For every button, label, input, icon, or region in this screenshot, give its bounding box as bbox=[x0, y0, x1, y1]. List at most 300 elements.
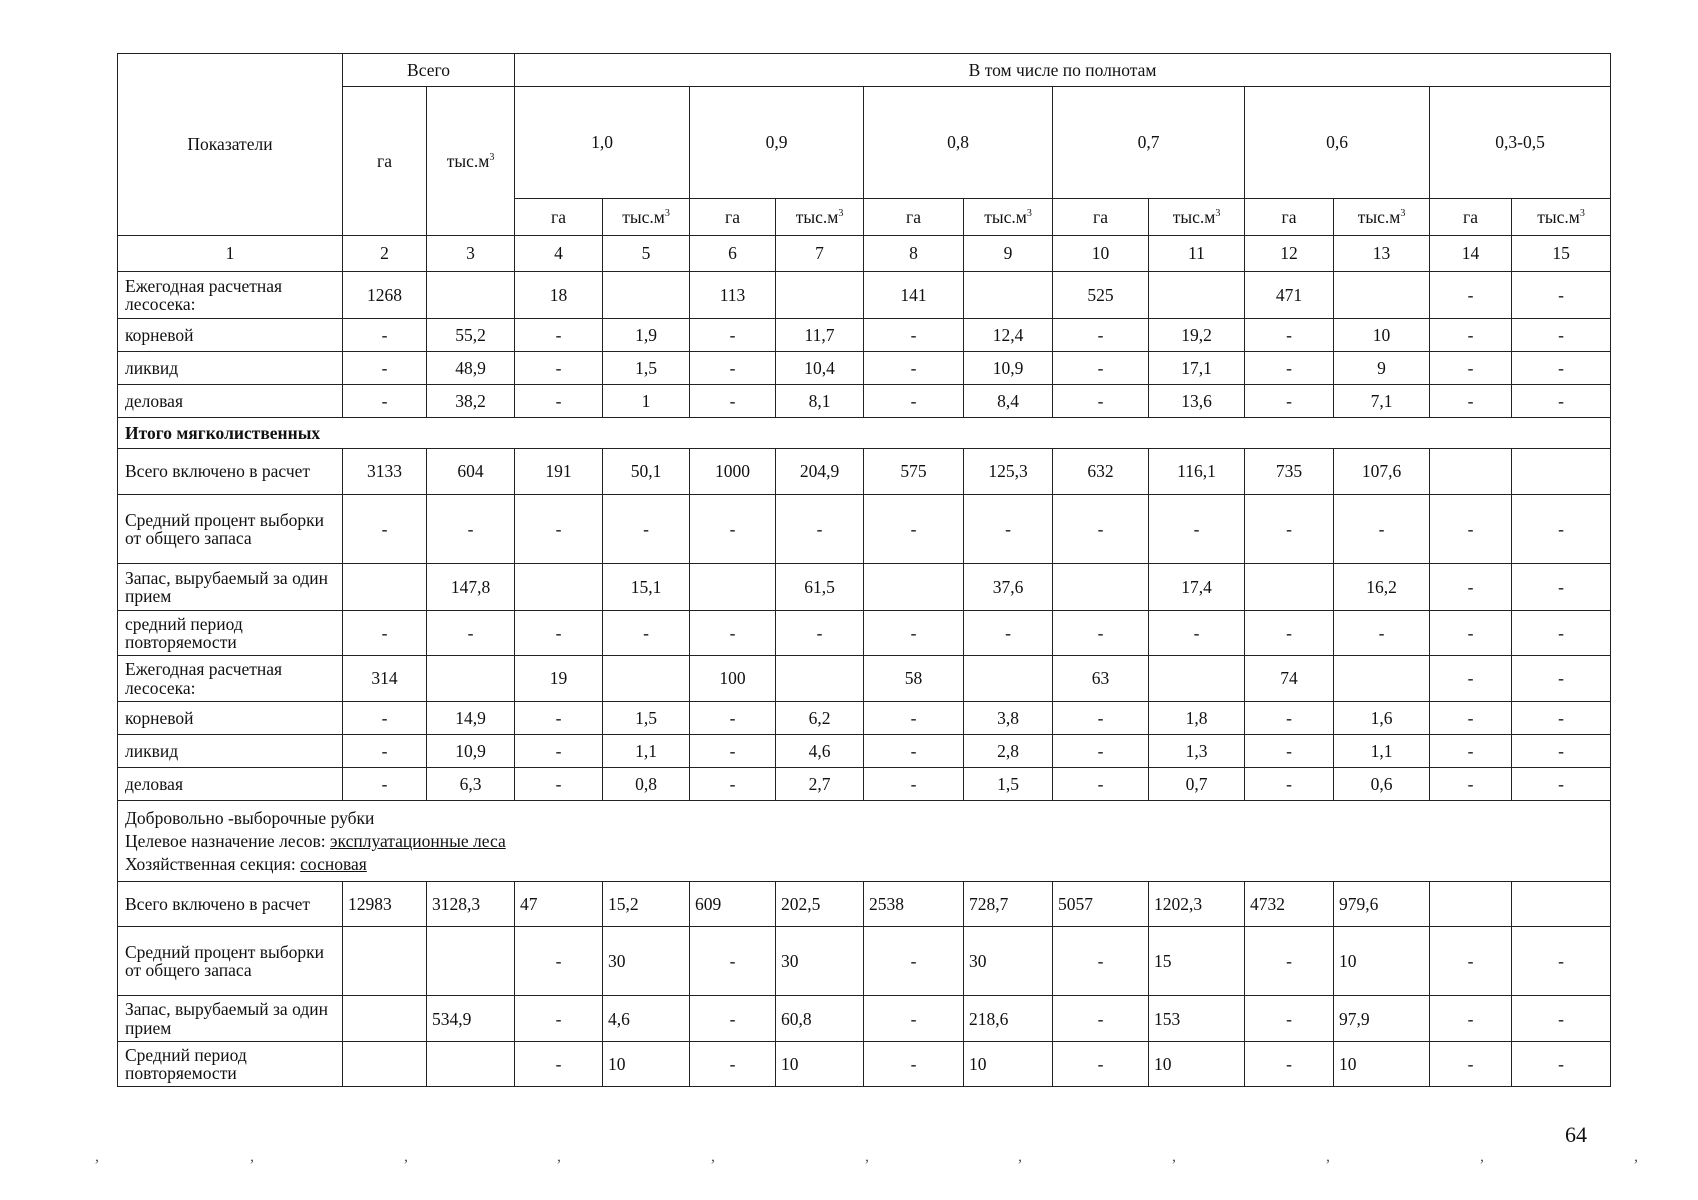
column-number: 2 bbox=[343, 236, 427, 272]
table-cell: - bbox=[343, 385, 427, 418]
table-cell bbox=[1149, 656, 1245, 702]
section-line: Целевое назначение лесов: эксплуатационные леса bbox=[125, 830, 506, 851]
table-cell: - bbox=[1430, 319, 1512, 352]
table-cell: - bbox=[776, 495, 864, 564]
table-cell: 1,9 bbox=[603, 319, 690, 352]
table-cell: 3,8 bbox=[964, 702, 1053, 735]
table-cell: - bbox=[343, 768, 427, 801]
table-cell bbox=[1334, 656, 1430, 702]
table-cell: - bbox=[1512, 927, 1611, 996]
table-cell: - bbox=[1245, 702, 1334, 735]
table-cell: - bbox=[1430, 352, 1512, 385]
header-unit-vol: $тыс.м^3$ bbox=[776, 199, 864, 236]
table-cell: - bbox=[690, 702, 776, 735]
table-row bbox=[118, 449, 1611, 495]
row-label: Всего включено в расчет bbox=[118, 449, 343, 495]
table-cell: - bbox=[515, 702, 603, 735]
table-cell bbox=[1430, 882, 1512, 927]
table-cell: - bbox=[1053, 1042, 1149, 1087]
table-row bbox=[118, 735, 1611, 768]
row-label: корневой bbox=[118, 702, 343, 735]
column-number: 10 bbox=[1053, 236, 1149, 272]
column-number: 4 bbox=[515, 236, 603, 272]
table-cell: 3133 bbox=[343, 449, 427, 495]
table-cell: - bbox=[343, 495, 427, 564]
table-cell: 38,2 bbox=[427, 385, 515, 418]
table-cell: 1,8 bbox=[1149, 702, 1245, 735]
header-density-3: 0,7 bbox=[1053, 87, 1245, 199]
table-row bbox=[118, 882, 1611, 927]
table-cell: - bbox=[690, 495, 776, 564]
table-cell: - bbox=[1053, 385, 1149, 418]
table-cell: 17,4 bbox=[1149, 564, 1245, 611]
table-cell: - bbox=[1245, 385, 1334, 418]
table-cell: - bbox=[515, 495, 603, 564]
table-cell: 141 bbox=[864, 272, 964, 319]
table-cell: 534,9 bbox=[427, 996, 515, 1042]
table-cell: 147,8 bbox=[427, 564, 515, 611]
table-cell: 12983 bbox=[343, 882, 427, 927]
table-row bbox=[118, 611, 1611, 656]
table-cell bbox=[515, 564, 603, 611]
table-cell: - bbox=[776, 611, 864, 656]
table-cell: - bbox=[427, 495, 515, 564]
table-cell: 116,1 bbox=[1149, 449, 1245, 495]
table-cell: 8,1 bbox=[776, 385, 864, 418]
table-cell: 48,9 bbox=[427, 352, 515, 385]
row-label: деловая bbox=[118, 385, 343, 418]
section-line: Добровольно -выборочные рубки bbox=[125, 808, 375, 828]
table-cell: - bbox=[690, 611, 776, 656]
table-cell: 19 bbox=[515, 656, 603, 702]
table-cell: 1,1 bbox=[603, 735, 690, 768]
table-cell: - bbox=[1053, 768, 1149, 801]
row-label: Всего включено в расчет bbox=[118, 882, 343, 927]
column-number: 9 bbox=[964, 236, 1053, 272]
table-cell: 97,9 bbox=[1334, 996, 1430, 1042]
table-cell: 2538 bbox=[864, 882, 964, 927]
table-body bbox=[118, 272, 1611, 1087]
forest-allowance-table bbox=[117, 53, 1611, 1087]
table-cell: 525 bbox=[1053, 272, 1149, 319]
table-cell: - bbox=[864, 1042, 964, 1087]
column-number: 5 bbox=[603, 236, 690, 272]
table-cell: - bbox=[690, 385, 776, 418]
scan-specks: , , , , , , , , , , , bbox=[95, 1148, 1638, 1165]
column-number: 8 bbox=[864, 236, 964, 272]
table-cell: - bbox=[1245, 319, 1334, 352]
table-cell: 609 bbox=[690, 882, 776, 927]
header-unit-ha: га bbox=[690, 199, 776, 236]
table-cell: 50,1 bbox=[603, 449, 690, 495]
table-cell: 63 bbox=[1053, 656, 1149, 702]
table-cell: - bbox=[1053, 702, 1149, 735]
table-cell: 1202,3 bbox=[1149, 882, 1245, 927]
table-cell: - bbox=[515, 611, 603, 656]
table-cell: - bbox=[1245, 611, 1334, 656]
table-cell: - bbox=[864, 319, 964, 352]
table-cell: - bbox=[1430, 768, 1512, 801]
header-total-ha: га bbox=[343, 87, 427, 236]
table-cell: 4,6 bbox=[776, 735, 864, 768]
table-cell: - bbox=[1245, 927, 1334, 996]
table-cell bbox=[427, 272, 515, 319]
table-cell: 204,9 bbox=[776, 449, 864, 495]
column-number: 12 bbox=[1245, 236, 1334, 272]
table-cell: 314 bbox=[343, 656, 427, 702]
table-cell: - bbox=[603, 611, 690, 656]
table-cell bbox=[343, 927, 427, 996]
table-cell: 1,5 bbox=[603, 702, 690, 735]
table-cell: - bbox=[690, 319, 776, 352]
row-label: Ежегодная расчетная лесосека: bbox=[118, 656, 343, 702]
row-label: Ежегодная расчетная лесосека: bbox=[118, 272, 343, 319]
row-label: Средний процент выборки от общего запаса bbox=[118, 495, 343, 564]
table-cell: - bbox=[690, 1042, 776, 1087]
row-label: ликвид bbox=[118, 352, 343, 385]
table-cell: 10 bbox=[1334, 927, 1430, 996]
table-cell: 15,1 bbox=[603, 564, 690, 611]
table-cell: 7,1 bbox=[1334, 385, 1430, 418]
table-cell bbox=[964, 656, 1053, 702]
table-cell: - bbox=[1430, 611, 1512, 656]
table-cell: 17,1 bbox=[1149, 352, 1245, 385]
table-cell: 47 bbox=[515, 882, 603, 927]
column-number: 13 bbox=[1334, 236, 1430, 272]
header-density-0: 1,0 bbox=[515, 87, 690, 199]
table-cell: - bbox=[864, 996, 964, 1042]
table-cell: - bbox=[690, 352, 776, 385]
table-cell: 74 bbox=[1245, 656, 1334, 702]
table-cell: 30 bbox=[603, 927, 690, 996]
header-unit-vol: $тыс.м^3$ bbox=[603, 199, 690, 236]
table-cell: - bbox=[1245, 735, 1334, 768]
table-cell: 12,4 bbox=[964, 319, 1053, 352]
table-cell: 979,6 bbox=[1334, 882, 1430, 927]
row-label: Запас, вырубаемый за один прием bbox=[118, 996, 343, 1042]
table-cell: 10 bbox=[1149, 1042, 1245, 1087]
header-unit-ha: га bbox=[864, 199, 964, 236]
row-label: ликвид bbox=[118, 735, 343, 768]
table-cell: 10 bbox=[776, 1042, 864, 1087]
table-row bbox=[118, 927, 1611, 996]
header-unit-vol: $тыс.м^3$ bbox=[964, 199, 1053, 236]
table-cell: - bbox=[864, 611, 964, 656]
table-cell: 4,6 bbox=[603, 996, 690, 1042]
table-cell bbox=[603, 272, 690, 319]
table-cell: 1 bbox=[603, 385, 690, 418]
table-cell: - bbox=[1512, 495, 1611, 564]
header-unit-ha: га bbox=[1430, 199, 1512, 236]
table-cell bbox=[427, 656, 515, 702]
table-cell bbox=[776, 656, 864, 702]
table-cell: - bbox=[690, 768, 776, 801]
table-cell: - bbox=[1053, 927, 1149, 996]
table-cell: 9 bbox=[1334, 352, 1430, 385]
table-cell: - bbox=[1245, 495, 1334, 564]
table-cell: 1268 bbox=[343, 272, 427, 319]
table-cell: - bbox=[1430, 495, 1512, 564]
table-cell bbox=[1053, 564, 1149, 611]
table-cell: - bbox=[1512, 768, 1611, 801]
table-cell: - bbox=[1430, 735, 1512, 768]
header-by-density: В том числе по полнотам bbox=[515, 54, 1611, 87]
table-cell: - bbox=[343, 352, 427, 385]
column-number: 14 bbox=[1430, 236, 1512, 272]
table-cell: 735 bbox=[1245, 449, 1334, 495]
table-cell bbox=[427, 1042, 515, 1087]
table-row bbox=[118, 385, 1611, 418]
table-cell: - bbox=[603, 495, 690, 564]
table-cell: - bbox=[1430, 1042, 1512, 1087]
table-cell: 58 bbox=[864, 656, 964, 702]
table-cell: - bbox=[515, 768, 603, 801]
table-cell: - bbox=[343, 319, 427, 352]
table-cell: 30 bbox=[964, 927, 1053, 996]
table-cell: 2,7 bbox=[776, 768, 864, 801]
section-line: Хозяйственная секция: сосновая bbox=[125, 853, 367, 874]
table-cell: 728,7 bbox=[964, 882, 1053, 927]
table-cell: 1,5 bbox=[964, 768, 1053, 801]
table-cell: - bbox=[1430, 656, 1512, 702]
table-cell: 30 bbox=[776, 927, 864, 996]
table-cell: - bbox=[515, 385, 603, 418]
table-cell: - bbox=[343, 611, 427, 656]
table-cell: 0,8 bbox=[603, 768, 690, 801]
table-cell: 202,5 bbox=[776, 882, 864, 927]
table-cell: 6,3 bbox=[427, 768, 515, 801]
column-number: 15 bbox=[1512, 236, 1611, 272]
table-cell: - bbox=[1245, 768, 1334, 801]
table-cell: - bbox=[1149, 611, 1245, 656]
table-cell: - bbox=[1430, 385, 1512, 418]
table-cell: 10,4 bbox=[776, 352, 864, 385]
table-row bbox=[118, 272, 1611, 319]
row-label: Средний период повторяемости bbox=[118, 1042, 343, 1087]
table-cell: - bbox=[1512, 352, 1611, 385]
table-cell bbox=[1512, 882, 1611, 927]
table-row bbox=[118, 352, 1611, 385]
table-row bbox=[118, 702, 1611, 735]
column-number: 6 bbox=[690, 236, 776, 272]
table-cell: 604 bbox=[427, 449, 515, 495]
table-cell: - bbox=[1053, 319, 1149, 352]
table-cell: - bbox=[1053, 495, 1149, 564]
section-heading: Итого мягколиственных bbox=[118, 418, 1611, 449]
table-cell: - bbox=[1149, 495, 1245, 564]
table-cell: - bbox=[1512, 702, 1611, 735]
table-cell: 632 bbox=[1053, 449, 1149, 495]
table-cell: - bbox=[864, 927, 964, 996]
table-cell: 13,6 bbox=[1149, 385, 1245, 418]
section-description bbox=[118, 801, 1611, 882]
column-number: 1 bbox=[118, 236, 343, 272]
table-cell: - bbox=[864, 702, 964, 735]
table-cell: - bbox=[1245, 1042, 1334, 1087]
table-cell: 0,6 bbox=[1334, 768, 1430, 801]
table-cell: 8,4 bbox=[964, 385, 1053, 418]
table-cell: 10 bbox=[1334, 1042, 1430, 1087]
table-cell bbox=[603, 656, 690, 702]
table-cell: - bbox=[864, 495, 964, 564]
table-cell bbox=[1430, 449, 1512, 495]
table-cell: - bbox=[343, 735, 427, 768]
table-cell: 5057 bbox=[1053, 882, 1149, 927]
table-cell: 55,2 bbox=[427, 319, 515, 352]
table-cell: - bbox=[1512, 1042, 1611, 1087]
table-cell: 15 bbox=[1149, 927, 1245, 996]
table-cell: - bbox=[864, 352, 964, 385]
table-cell: 19,2 bbox=[1149, 319, 1245, 352]
table-cell: 10,9 bbox=[964, 352, 1053, 385]
table-cell: - bbox=[1430, 702, 1512, 735]
header-total: Всего bbox=[343, 54, 515, 87]
table-cell: 1,6 bbox=[1334, 702, 1430, 735]
table-cell: 6,2 bbox=[776, 702, 864, 735]
table-cell bbox=[864, 564, 964, 611]
row-label: Запас, вырубаемый за один прием bbox=[118, 564, 343, 611]
table-cell: 10 bbox=[1334, 319, 1430, 352]
table-cell: - bbox=[690, 996, 776, 1042]
table-cell bbox=[1334, 272, 1430, 319]
table-cell: 4732 bbox=[1245, 882, 1334, 927]
table-cell bbox=[427, 927, 515, 996]
row-label: средний период повторяемости bbox=[118, 611, 343, 656]
table-cell: 107,6 bbox=[1334, 449, 1430, 495]
table-cell: - bbox=[515, 927, 603, 996]
table-cell: 471 bbox=[1245, 272, 1334, 319]
table-cell bbox=[1149, 272, 1245, 319]
table-cell: 1000 bbox=[690, 449, 776, 495]
table-cell: 100 bbox=[690, 656, 776, 702]
row-label: деловая bbox=[118, 768, 343, 801]
row-label: Средний процент выборки от общего запаса bbox=[118, 927, 343, 996]
page-number: 64 bbox=[1565, 1122, 1587, 1147]
column-number: 7 bbox=[776, 236, 864, 272]
table-cell: - bbox=[864, 735, 964, 768]
header-unit-ha: га bbox=[1245, 199, 1334, 236]
header-unit-ha: га bbox=[515, 199, 603, 236]
table-cell: 575 bbox=[864, 449, 964, 495]
table-cell: - bbox=[1512, 272, 1611, 319]
table-cell: - bbox=[690, 927, 776, 996]
table-row bbox=[118, 656, 1611, 702]
header-unit-vol: $тыс.м^3$ bbox=[1149, 199, 1245, 236]
table-cell: - bbox=[690, 735, 776, 768]
table-cell: - bbox=[1053, 735, 1149, 768]
table-row bbox=[118, 418, 1611, 449]
table-cell: - bbox=[1053, 352, 1149, 385]
table-cell: 37,6 bbox=[964, 564, 1053, 611]
table-cell bbox=[343, 564, 427, 611]
table-cell bbox=[343, 1042, 427, 1087]
table-cell: - bbox=[1512, 611, 1611, 656]
header-density-2: 0,8 bbox=[864, 87, 1053, 199]
table-row bbox=[118, 1042, 1611, 1087]
column-number: 3 bbox=[427, 236, 515, 272]
table-cell: - bbox=[1334, 495, 1430, 564]
table-cell bbox=[776, 272, 864, 319]
row-label: корневой bbox=[118, 319, 343, 352]
table-cell: 15,2 bbox=[603, 882, 690, 927]
table-cell: - bbox=[1334, 611, 1430, 656]
table-cell: - bbox=[1245, 996, 1334, 1042]
table-cell: 11,7 bbox=[776, 319, 864, 352]
table-cell: - bbox=[427, 611, 515, 656]
table-cell bbox=[1512, 449, 1611, 495]
table-cell: 14,9 bbox=[427, 702, 515, 735]
table-row bbox=[118, 768, 1611, 801]
table-cell: 2,8 bbox=[964, 735, 1053, 768]
table-cell: - bbox=[964, 495, 1053, 564]
table-cell: - bbox=[1512, 996, 1611, 1042]
table-row bbox=[118, 996, 1611, 1042]
table-cell: 218,6 bbox=[964, 996, 1053, 1042]
table-cell: - bbox=[964, 611, 1053, 656]
table-cell: 61,5 bbox=[776, 564, 864, 611]
table-cell: - bbox=[343, 702, 427, 735]
table-cell: - bbox=[515, 352, 603, 385]
table-cell: - bbox=[1430, 927, 1512, 996]
table-row bbox=[118, 495, 1611, 564]
table-cell: 1,5 bbox=[603, 352, 690, 385]
column-number: 11 bbox=[1149, 236, 1245, 272]
table-cell: - bbox=[1245, 352, 1334, 385]
table-cell: 10,9 bbox=[427, 735, 515, 768]
header-density-4: 0,6 bbox=[1245, 87, 1430, 199]
table-cell: - bbox=[1512, 735, 1611, 768]
table-cell: 191 bbox=[515, 449, 603, 495]
header-total-vol: $тыс.м^3$ bbox=[427, 87, 515, 236]
table-cell: - bbox=[864, 385, 964, 418]
table-row bbox=[118, 801, 1611, 882]
table-row bbox=[118, 564, 1611, 611]
table-cell: - bbox=[515, 1042, 603, 1087]
table-cell: 60,8 bbox=[776, 996, 864, 1042]
table-cell bbox=[690, 564, 776, 611]
table-cell: 18 bbox=[515, 272, 603, 319]
header-unit-vol: $тыс.м^3$ bbox=[1512, 199, 1611, 236]
table-cell: - bbox=[1053, 996, 1149, 1042]
table-cell: 10 bbox=[603, 1042, 690, 1087]
table-cell: 1,1 bbox=[1334, 735, 1430, 768]
header-unit-vol: $тыс.м^3$ bbox=[1334, 199, 1430, 236]
table-header bbox=[118, 54, 1611, 272]
header-density-1: 0,9 bbox=[690, 87, 864, 199]
header-indicators: Показатели bbox=[118, 54, 343, 236]
table-cell: 125,3 bbox=[964, 449, 1053, 495]
table-cell: 10 bbox=[964, 1042, 1053, 1087]
table-cell: 1,3 bbox=[1149, 735, 1245, 768]
table-cell: 3128,3 bbox=[427, 882, 515, 927]
table-cell: - bbox=[515, 319, 603, 352]
table-cell bbox=[964, 272, 1053, 319]
table-cell: - bbox=[1512, 564, 1611, 611]
header-unit-ha: га bbox=[1053, 199, 1149, 236]
table-cell: - bbox=[1430, 272, 1512, 319]
table-cell bbox=[343, 996, 427, 1042]
table-cell: - bbox=[1512, 656, 1611, 702]
table-cell: 153 bbox=[1149, 996, 1245, 1042]
table-cell: 0,7 bbox=[1149, 768, 1245, 801]
table-cell: - bbox=[864, 768, 964, 801]
table-cell: - bbox=[1430, 996, 1512, 1042]
table-cell: - bbox=[1512, 385, 1611, 418]
header-density-5: 0,3-0,5 bbox=[1430, 87, 1611, 199]
table-cell: 113 bbox=[690, 272, 776, 319]
table-cell: 16,2 bbox=[1334, 564, 1430, 611]
table-cell bbox=[1245, 564, 1334, 611]
